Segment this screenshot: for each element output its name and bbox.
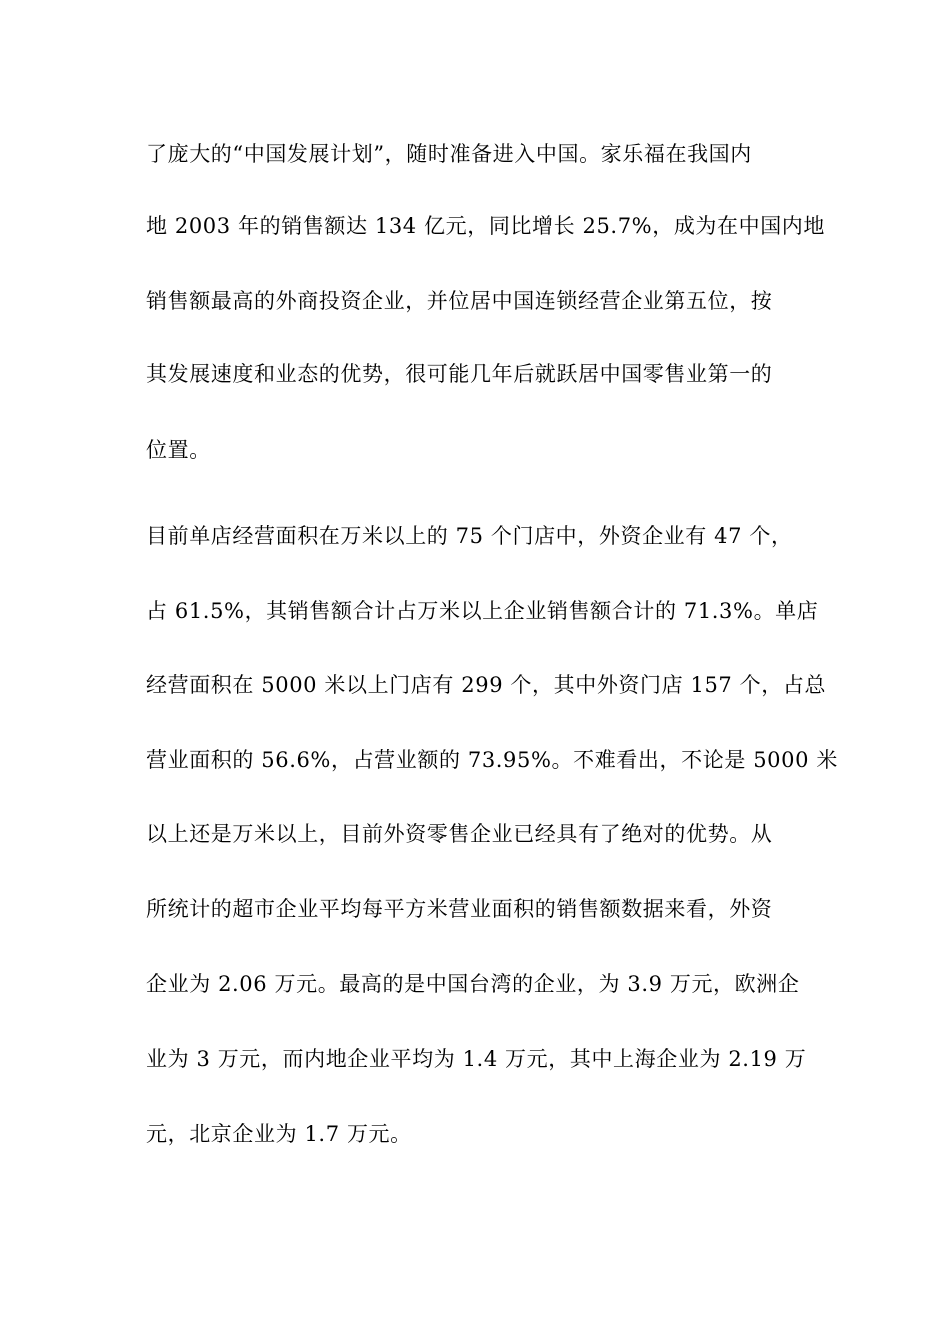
paragraph-line: 营业面积的 56.6%，占营业额的 73.95%。不难看出，不论是 5000 米: [146, 748, 838, 772]
paragraph-line: 地 2003 年的销售额达 134 亿元，同比增长 25.7%，成为在中国内地: [146, 214, 826, 238]
paragraph-line: 以上还是万米以上，目前外资零售企业已经具有了绝对的优势。从: [146, 822, 773, 846]
paragraph-line: 其发展速度和业态的优势，很可能几年后就跃居中国零售业第一的: [146, 362, 773, 386]
paragraph-line: 目前单店经营面积在万米以上的 75 个门店中，外资企业有 47 个，: [146, 524, 793, 548]
paragraph-line: 所统计的超市企业平均每平方米营业面积的销售额数据来看，外资: [146, 897, 773, 921]
paragraph-line: 了庞大的“中国发展计划”，随时准备进入中国。家乐福在我国内: [146, 142, 752, 166]
paragraph-line: 位置。: [146, 438, 211, 462]
paragraph-line: 销售额最高的外商投资企业，并位居中国连锁经营企业第五位，按: [146, 289, 773, 313]
paragraph-line: 元，北京企业为 1.7 万元。: [146, 1122, 412, 1146]
paragraph-line: 企业为 2.06 万元。最高的是中国台湾的企业，为 3.9 万元，欧洲企: [146, 972, 800, 996]
paragraph-line: 业为 3 万元，而内地企业平均为 1.4 万元，其中上海企业为 2.19 万: [146, 1047, 807, 1071]
paragraph-line: 经营面积在 5000 米以上门店有 299 个，其中外资门店 157 个，占总: [146, 673, 827, 697]
paragraph-line: 占 61.5%，其销售额合计占万米以上企业销售额合计的 71.3%。单店: [146, 599, 819, 623]
